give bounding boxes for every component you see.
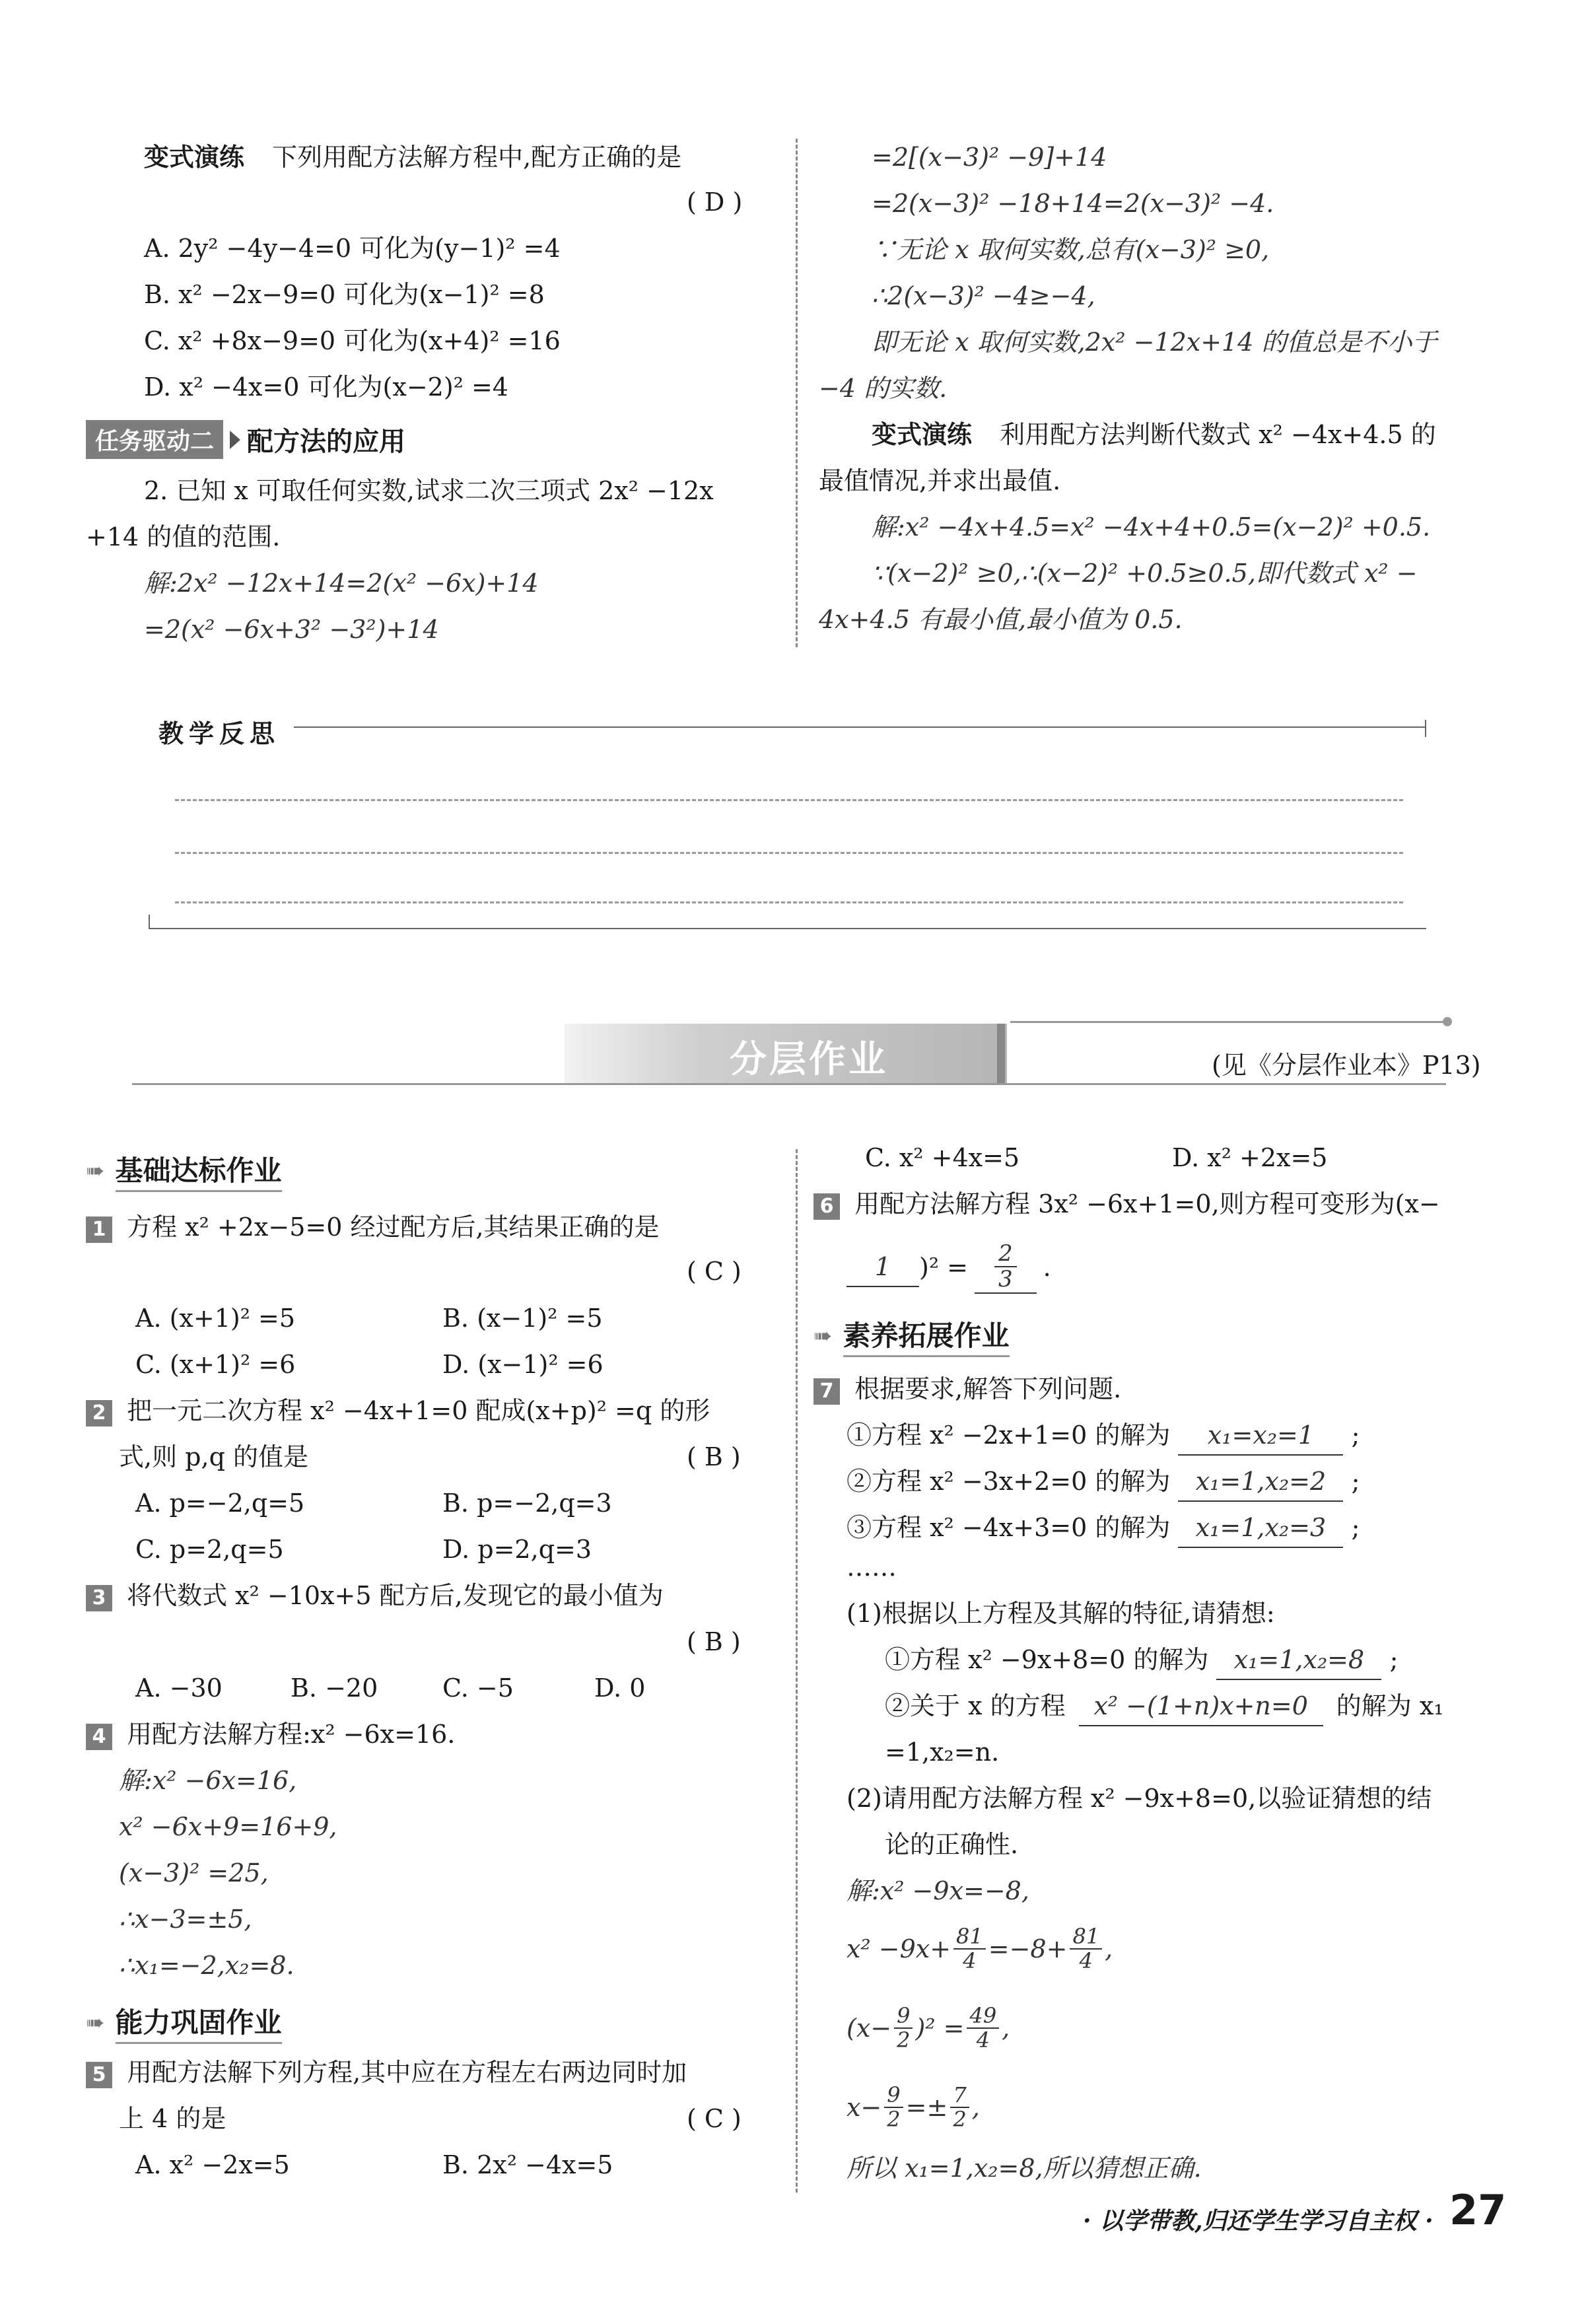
frac-num: 81	[1070, 1925, 1102, 1950]
frac-num: 9	[884, 2084, 903, 2108]
q6-text1: 用配方法解方程 3x² −6x+1=0,则方程可变形为(x−	[854, 1189, 1440, 1218]
q7-sol-4	[847, 2084, 980, 2131]
q7-item-1-label: ①方程 x² −2x+1=0 的解为	[847, 1421, 1171, 1450]
frac-den: 2	[897, 2027, 911, 2053]
q5-opt-c: C. x² +4x=5	[865, 1143, 1020, 1172]
frac-den: 4	[976, 2027, 990, 2053]
arrow-icon: ➠	[86, 1157, 105, 1184]
q7-sol-3a: (x−	[847, 2013, 892, 2043]
ex1-option-a: A. 2y² −4y−4=0 可化为(y−1)² =4	[144, 234, 561, 263]
arrow-icon: ➠	[813, 1322, 833, 1349]
frac-den: 4	[1079, 1948, 1093, 1974]
q3-opt-c: C. −5	[442, 1673, 514, 1703]
q7-item-3	[847, 1509, 1360, 1548]
ex1-line	[144, 139, 681, 176]
frac-81-4-b	[1070, 1925, 1102, 1973]
sol-cont-5: 即无论 x 取何实数,2x² −12x+14 的值总是不小于	[872, 328, 1437, 357]
q1-opt-a: A. (x+1)² =5	[135, 1304, 296, 1333]
sec2-title: 能力巩固作业	[116, 2001, 282, 2044]
q7-p1b	[885, 1687, 1444, 1726]
q6-frac-num: 2	[994, 1242, 1017, 1267]
q6-number: 6	[813, 1193, 840, 1220]
q6-end: .	[1043, 1252, 1051, 1282]
q6-frac-den: 3	[998, 1266, 1013, 1293]
q7-p1a-end: ;	[1389, 1645, 1399, 1674]
q7-item-2	[847, 1463, 1360, 1502]
ex2-sol-3: 4x+4.5 有最小值,最小值为 0.5.	[819, 605, 1183, 634]
frac-num: 49	[967, 2004, 999, 2029]
ex1-option-d: D. x² −4x=0 可化为(x−2)² =4	[144, 372, 508, 402]
q5-answer: ( C )	[687, 2104, 742, 2133]
frac-7-2	[950, 2084, 969, 2131]
arrow-icon: ➠	[86, 2009, 105, 2036]
q1-text: 方程 x² +2x−5=0 经过配方后,其结果正确的是	[127, 1213, 660, 1242]
page-number: 27	[1449, 2186, 1507, 2234]
q7-p1a	[885, 1641, 1398, 1680]
frac-num: 81	[953, 1925, 986, 1950]
q2-line2: +14 的值的范围.	[86, 522, 281, 551]
banner-end-cap	[997, 1024, 1005, 1083]
reflection-bottom-rule	[149, 928, 1426, 929]
q7-item-1-answer: x₁=x₂=1	[1178, 1417, 1343, 1456]
sol-cont-4: ∴2(x−3)² −4≥−4,	[872, 281, 1095, 310]
reflection-line-3	[175, 901, 1403, 903]
q3-text: 将代数式 x² −10x+5 配方后,发现它的最小值为	[127, 1581, 664, 1610]
reflection-line-1	[175, 799, 1403, 801]
q7-item-3-answer: x₁=1,x₂=3	[1178, 1509, 1343, 1548]
q5-text1: 用配方法解下列方程,其中应在方程左右两边同时加	[127, 2058, 687, 2087]
q7-item-3-end: ;	[1351, 1513, 1360, 1542]
sol-cont-1: =2[(x−3)² −9]+14	[872, 143, 1107, 172]
column-divider-bottom	[796, 1149, 798, 2193]
q7-item-1-end: ;	[1351, 1421, 1360, 1450]
q4-sol-3: (x−3)² =25,	[119, 1858, 269, 1887]
banner-ref: (见《分层作业本》P13)	[1212, 1051, 1481, 1080]
frac-den: 4	[963, 1948, 977, 1974]
q7-sol-2	[847, 1925, 1113, 1973]
q2-opt-b: B. p=−2,q=3	[442, 1489, 612, 1518]
q7-item-2-end: ;	[1351, 1467, 1360, 1496]
sol-cont-2: =2(x−3)² −18+14=2(x−3)² −4.	[872, 189, 1274, 218]
q7-p2-line1: (2)请用配方法解方程 x² −9x+8=0,以验证猜想的结	[847, 1784, 1432, 1813]
q7-p1b-end: 的解为 x₁	[1336, 1691, 1444, 1720]
sec3-title: 素养拓展作业	[843, 1314, 1010, 1357]
q3-line	[86, 1577, 664, 1615]
q5-text2: 上 4 的是	[119, 2104, 226, 2133]
ex1-option-b: B. x² −2x−9=0 可化为(x−1)² =8	[144, 280, 545, 309]
q7-sol-3b: )² =	[915, 2013, 965, 2043]
q7-p1b-answer: x² −(1+n)x+n=0	[1079, 1687, 1323, 1726]
sec1-header	[86, 1149, 282, 1192]
banner-bar	[565, 1024, 1007, 1083]
q6-line2	[847, 1242, 1051, 1294]
task-header	[86, 420, 405, 459]
q1-opt-b: B. (x−1)² =5	[442, 1304, 603, 1333]
q1-opt-c: C. (x+1)² =6	[135, 1350, 296, 1379]
ex2-sol-2: ∵(x−2)² ≥0,∴(x−2)² +0.5≥0.5,即代数式 x² −	[872, 559, 1418, 588]
q7-p1a-label: ①方程 x² −9x+8=0 的解为	[885, 1645, 1209, 1674]
q4-sol-4: ∴x−3=±5,	[119, 1905, 252, 1934]
q7-sol-3c: ,	[1002, 2013, 1010, 2043]
q7-number: 7	[813, 1378, 840, 1405]
q6-line	[813, 1185, 1440, 1223]
q5-line	[86, 2054, 687, 2092]
ex1-title: 变式演练	[144, 143, 245, 172]
q7-sol-4b: =±	[905, 2092, 948, 2122]
reflection-title: 教学反思	[158, 719, 281, 748]
q7-sol-2b: =−8+	[988, 1934, 1068, 1963]
q7-sol-4c: ,	[971, 2092, 980, 2122]
q4-sol-5: ∴x₁=−2,x₂=8.	[119, 1951, 294, 1980]
q4-text: 用配方法解方程:x² −6x=16.	[127, 1720, 456, 1749]
q1-answer: ( C )	[687, 1257, 742, 1286]
banner-rule-upper	[1010, 1021, 1446, 1023]
q5-number: 5	[86, 2062, 112, 2088]
ex2-title: 变式演练	[872, 420, 973, 449]
q7-sol-4a: x−	[847, 2092, 882, 2122]
q5-opt-b: B. 2x² −4x=5	[442, 2150, 613, 2179]
sec1-title: 基础达标作业	[116, 1149, 282, 1192]
q7-p1b-label: ②关于 x 的方程	[885, 1691, 1066, 1720]
ex2-text: 利用配方法判断代数式 x² −4x+4.5 的	[1000, 420, 1436, 449]
frac-den: 2	[887, 2107, 901, 2132]
frac-9-2-b	[884, 2084, 903, 2131]
q2-opt-c: C. p=2,q=5	[135, 1535, 284, 1564]
ex1-text: 下列用配方法解方程中,配方正确的是	[272, 143, 682, 172]
reflection-left-tick	[149, 915, 150, 928]
q5-opt-a: A. x² −2x=5	[135, 2150, 290, 2179]
q2-sol-line2: =2(x² −6x+3² −3²)+14	[144, 615, 439, 644]
q2-line1: 2. 已知 x 可取任何实数,试求二次三项式 2x² −12x	[144, 476, 714, 505]
ex2-sol-1: 解:x² −4x+4.5=x² −4x+4+0.5=(x−2)² +0.5.	[872, 512, 1431, 542]
q7-ellipsis: ……	[847, 1553, 897, 1582]
q7-p1a-answer: x₁=1,x₂=8	[1216, 1641, 1381, 1680]
ex1-option-c: C. x² +8x−9=0 可化为(x+4)² =16	[144, 326, 561, 355]
q7-item-1	[847, 1417, 1360, 1456]
frac-9-2	[894, 2004, 913, 2052]
q3-answer: ( B )	[687, 1627, 741, 1656]
q7-p2-line2: 论的正确性.	[885, 1830, 1019, 1859]
q2-opt-d: D. p=2,q=3	[442, 1535, 592, 1564]
q2-text2: 式,则 p,q 的值是	[119, 1442, 308, 1471]
q2-sol-line1: 解:2x² −12x+14=2(x² −6x)+14	[144, 569, 539, 598]
task-tag: 任务驱动二	[86, 420, 223, 459]
q7-sol-2a: x² −9x+	[847, 1934, 951, 1963]
frac-49-4	[967, 2004, 999, 2052]
ex2-text2: 最值情况,并求出最值.	[819, 466, 1061, 495]
q2-opt-a: A. p=−2,q=5	[135, 1489, 305, 1518]
q2-hw-line	[86, 1392, 710, 1430]
q7-item-3-label: ③方程 x² −4x+3=0 的解为	[847, 1513, 1171, 1542]
q3-opt-b: B. −20	[291, 1673, 378, 1703]
q3-number: 3	[86, 1585, 112, 1611]
q1-number: 1	[86, 1216, 112, 1243]
banner-title: 分层作业	[730, 1038, 888, 1081]
q2-number: 2	[86, 1400, 112, 1426]
q2-answer: ( B )	[687, 1442, 741, 1471]
footer-slogan: · 以学带教,归还学生学习自主权 ·	[1083, 2207, 1434, 2235]
q5-opt-d: D. x² +2x=5	[1172, 1143, 1328, 1172]
sol-cont-6: −4 的实数.	[819, 374, 948, 403]
q7-sol-5: 所以 x₁=1,x₂=8,所以猜想正确.	[847, 2154, 1202, 2183]
q7-line	[813, 1370, 1121, 1408]
frac-num: 7	[950, 2084, 969, 2108]
frac-81-4-a	[953, 1925, 986, 1973]
q2-text1: 把一元二次方程 x² −4x+1=0 配成(x+p)² =q 的形	[127, 1396, 710, 1425]
ex1-answer: ( D )	[687, 188, 743, 217]
sec2-header	[86, 2001, 282, 2044]
q3-opt-d: D. 0	[594, 1673, 646, 1703]
column-divider	[796, 139, 798, 647]
q1-opt-d: D. (x−1)² =6	[442, 1350, 604, 1379]
q7-item-2-label: ②方程 x² −3x+2=0 的解为	[847, 1467, 1171, 1496]
frac-num: 9	[894, 2004, 913, 2029]
q3-opt-a: A. −30	[135, 1673, 223, 1703]
q7-sol-3	[847, 2004, 1010, 2052]
q7-text: 根据要求,解答下列问题.	[854, 1374, 1122, 1403]
q7-p1b-line2: =1,x₂=n.	[885, 1738, 1000, 1767]
q7-item-2-answer: x₁=1,x₂=2	[1178, 1463, 1343, 1502]
arrow-icon	[230, 431, 240, 449]
reflection-top-rule	[294, 726, 1426, 728]
q4-line	[86, 1716, 455, 1753]
q6-blank-2	[975, 1242, 1037, 1294]
frac-den: 2	[953, 2107, 967, 2132]
reflection-line-2	[175, 852, 1403, 854]
ex2-line	[872, 416, 1436, 454]
q7-p1: (1)根据以上方程及其解的特征,请猜想:	[847, 1599, 1275, 1628]
sol-cont-3: ∵无论 x 取何实数,总有(x−3)² ≥0,	[872, 235, 1270, 264]
q6-mid: )² =	[919, 1252, 968, 1282]
q4-sol-1: 解:x² −6x=16,	[119, 1766, 297, 1795]
q4-sol-2: x² −6x+9=16+9,	[119, 1812, 337, 1841]
sec3-header	[813, 1314, 1010, 1357]
reflection-right-tick	[1425, 720, 1426, 737]
q7-sol-2c: ,	[1105, 1934, 1113, 1963]
q7-sol-1: 解:x² −9x=−8,	[847, 1876, 1029, 1905]
q6-blank-1: 1	[847, 1248, 919, 1287]
q1-line	[86, 1209, 660, 1246]
q4-number: 4	[86, 1724, 112, 1750]
task-title: 配方法的应用	[247, 427, 406, 457]
